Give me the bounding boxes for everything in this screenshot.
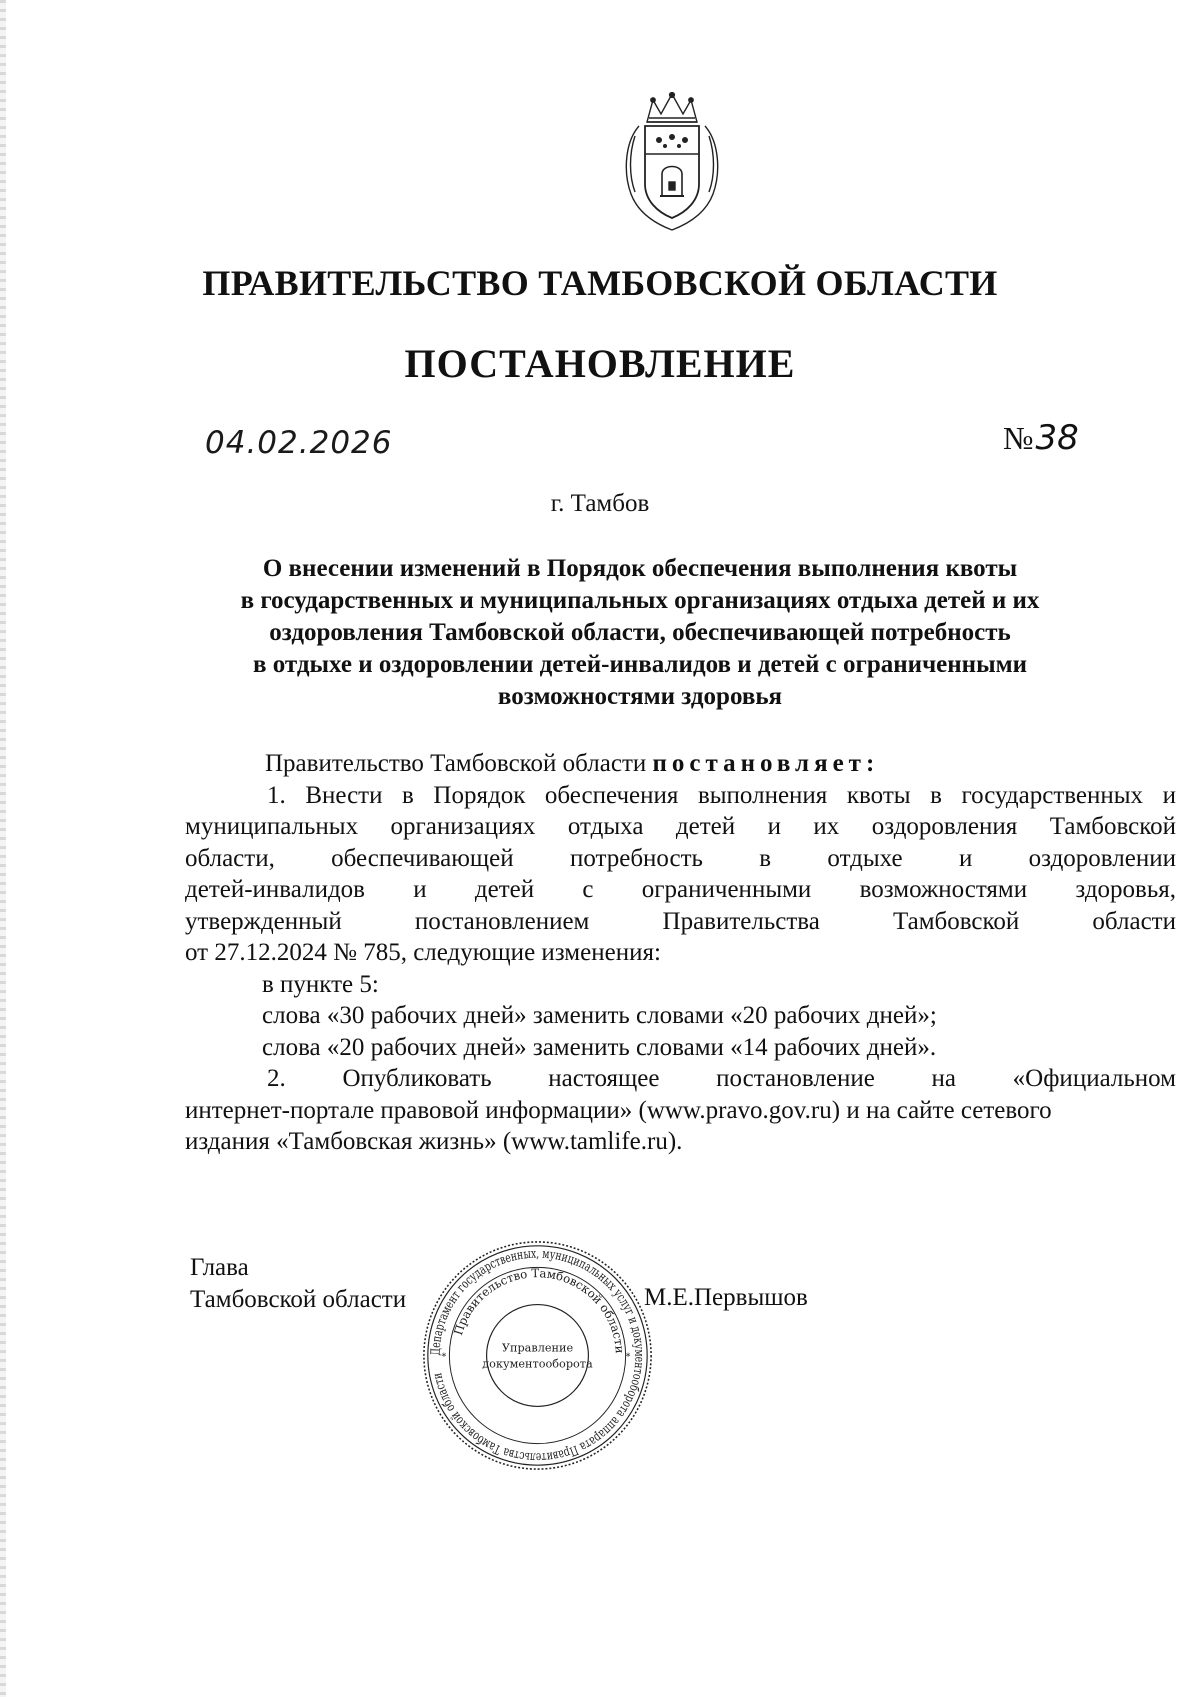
preamble-verb: постановляет: [652, 750, 880, 777]
paragraph-1-line: муниципальных организациях отдыха детей и их оздоровления Тамбовской [185, 813, 1176, 840]
subject-line: О внесении изменений в Порядок обеспечения выполнения квоты [262, 555, 1018, 582]
paragraph-2-line: интернет-портале правовой информации» (www.pravo.gov.ru) и на сайте сетевого [185, 1096, 1052, 1124]
paragraph-1-line: утвержденный постановлением Правительства Тамбовской области [185, 907, 1176, 935]
paragraph-1-line: детей-инвалидов и детей с ограниченными возможностями здоровья, [185, 876, 1176, 903]
document-body [185, 748, 1176, 1158]
document-type: ПОСТАНОВЛЕНИЕ [404, 341, 796, 386]
svg-text:*: * [625, 1351, 631, 1363]
change-item: в пункте 5: [262, 970, 379, 998]
preamble [185, 748, 1176, 780]
document-number [1003, 418, 1079, 458]
city: г. Тамбов [550, 490, 650, 517]
svg-text:Департамент государственных, м: Департамент государственных, муниципальных услуг и документооборота аппарата Правительства Тамбовской области [427, 1245, 648, 1466]
subject-line: в государственных и муниципальных организациях отдыха детей и их [240, 587, 1040, 614]
signatory-title-line: Тамбовской области [190, 1286, 407, 1313]
number-sign: № [1003, 420, 1034, 456]
svg-text:Управление: Управление [501, 1341, 574, 1355]
signatory-name: М.Е.Первышов [644, 1284, 808, 1311]
document-date: 04.02.2026 [205, 425, 393, 461]
subject-line: оздоровления Тамбовской области, обеспечивающей потребность [269, 619, 1011, 646]
official-stamp [420, 1238, 655, 1473]
subject-line: в отдыхе и оздоровлении детей-инвалидов и детей с ограниченными [252, 651, 1028, 678]
svg-text:*: * [441, 1351, 447, 1363]
change-item: слова «20 рабочих дней» заменить словами «14 рабочих дней». [262, 1033, 937, 1061]
paragraph-2-line: 2. Опубликовать настоящее постановление на «Официальном [267, 1065, 1176, 1092]
subject-line: возможностями здоровья [497, 683, 783, 710]
svg-text:Правительство Тамбовской облас: Правительство Тамбовской области [450, 1266, 627, 1354]
scan-edge [0, 0, 6, 1697]
paragraph-1-line: области, обеспечивающей потребность в отдыхе и оздоровлении [185, 844, 1176, 872]
number-value: 38 [1035, 418, 1079, 458]
paragraph-1-line: от 27.12.2024 № 785, следующие изменения: [185, 939, 661, 966]
document-subject [180, 553, 1100, 713]
signatory-title-line: Глава [190, 1254, 249, 1281]
preamble-text: Правительство Тамбовской области [265, 750, 653, 777]
paragraph-2-line: издания «Тамбовская жизнь» (www.tamlife.ru). [185, 1128, 683, 1155]
change-item: слова «30 рабочих дней» заменить словами «20 рабочих дней»; [262, 1002, 937, 1029]
tambov-coat-of-arms-icon [617, 92, 727, 232]
svg-text:документооборота: документооборота [482, 1357, 593, 1371]
signatory-title [190, 1252, 406, 1316]
government-title: ПРАВИТЕЛЬСТВО ТАМБОВСКОЙ ОБЛАСТИ [202, 263, 998, 303]
paragraph-1-line: 1. Внести в Порядок обеспечения выполнения квоты в государственных и [267, 781, 1176, 809]
